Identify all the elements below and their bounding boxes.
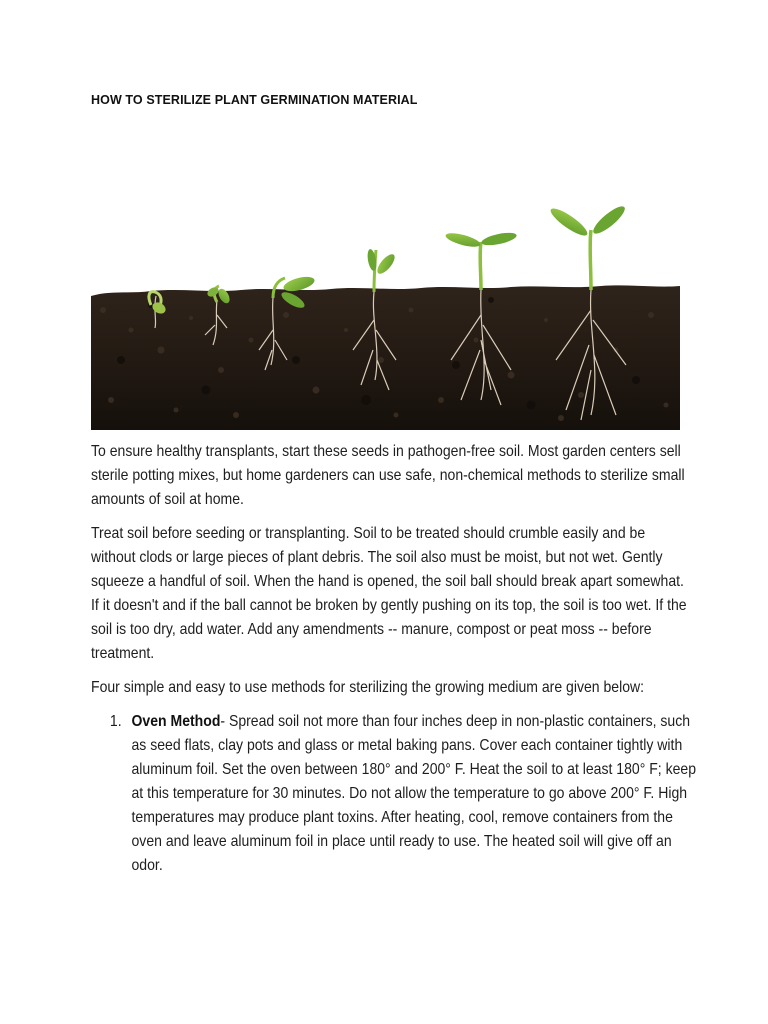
list-item [91,710,699,878]
paragraph-intro: To ensure healthy transplants, start these seeds in pathogen-free soil. Most garden centers sell sterile potting mixes, but home gardeners can use safe, non-chemical methods to sterilize small amounts of soil at home. [91,443,685,508]
paragraph-treat-soil: Treat soil before seeding or transplanting. Soil to be treated should crumble easily and be without clods or large pieces of plant debris. The soil also must be moist, but not wet. Gently squeeze a handful of soil. When the hand is opened, the soil ball should break apart somewhat. If it doesn't and if the ball cannot be broken by gently pushing on its top, the soil is too wet. If the soil is too dry, add water. Add any amendments -- manure, compost or peat moss -- before treatment. [91,525,687,662]
methods-list [91,710,697,878]
method-number: 1. [109,713,122,730]
soil-layer [91,285,680,430]
method-description: - Spread soil not more than four inches deep in non-plastic containers, such as seed flats, clay pots and glass or metal baking pans. Cover each container tightly with aluminum foil. Set the oven between 180° and 200° F. Heat the soil to at least 180° F; keep at this temperature for 30 minutes. Do not allow the temperature to go above 200° F. High temperatures may produce plant toxins. After heating, cool, remove containers from the oven and leave aluminum foil in place until ready to use. The heated soil will give off an odor. [131,713,697,874]
document-title: HOW TO STERILIZE PLANT GERMINATION MATERIAL [91,93,418,107]
document-body [91,440,697,878]
method-name: Oven Method [131,713,221,730]
paragraph-methods-intro: Four simple and easy to use methods for sterilizing the growing medium are given below: [91,679,645,696]
seedling-growth-stages-image [91,200,680,430]
